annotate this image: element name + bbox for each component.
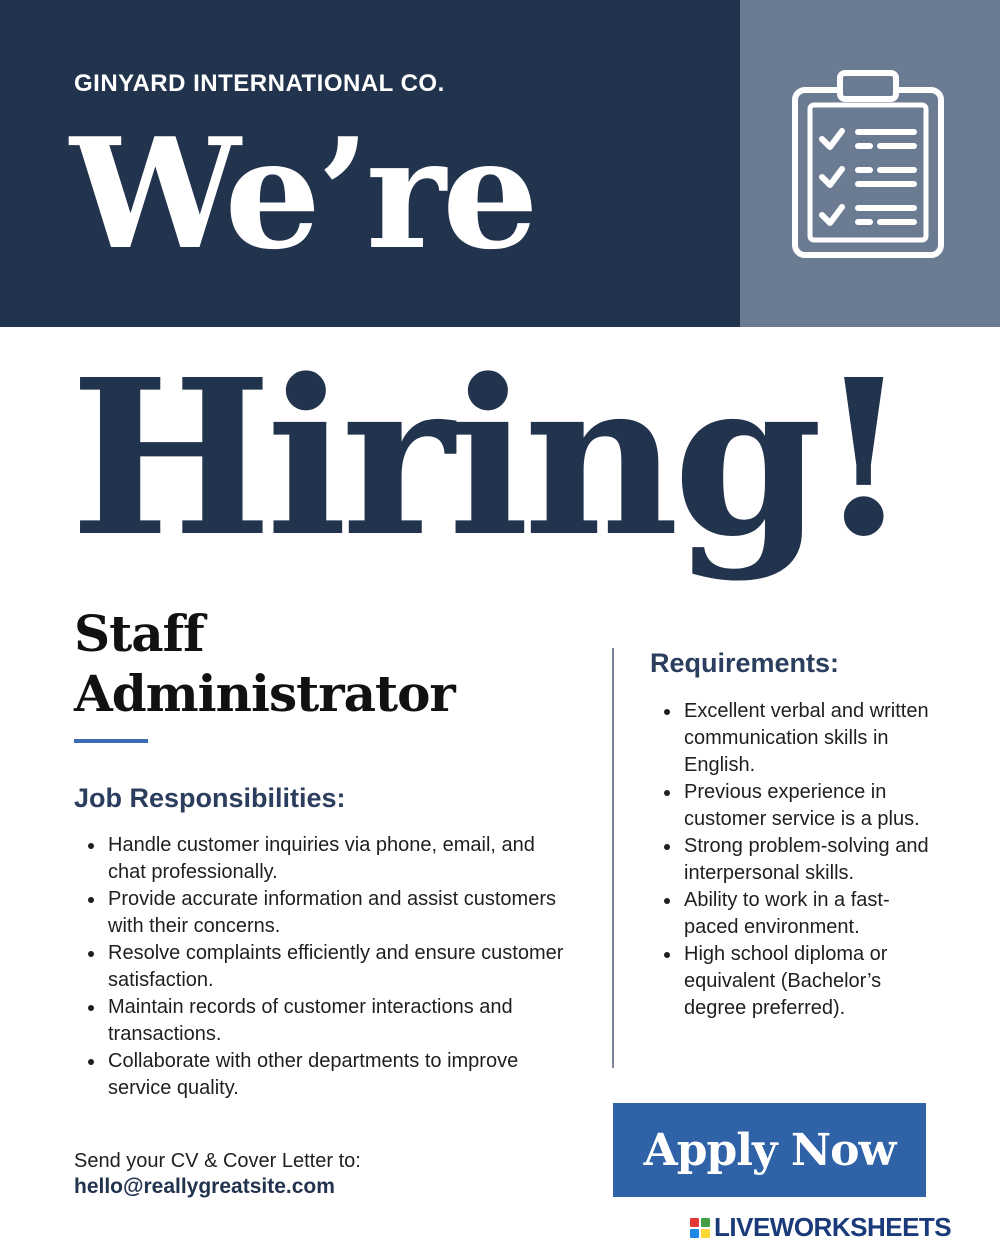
- clipboard-checklist-icon: [790, 68, 946, 260]
- title-underline: [74, 739, 148, 743]
- column-divider: [612, 648, 614, 1068]
- requirement-item: Previous experience in customer service is a plus.: [650, 779, 930, 833]
- responsibility-item: Collaborate with other departments to improve service quality.: [74, 1048, 574, 1102]
- job-title: [74, 604, 455, 724]
- responsibility-item: Resolve complaints efficiently and ensure customer satisfaction.: [74, 940, 574, 994]
- contact-label: Send your CV & Cover Letter to:: [74, 1150, 361, 1172]
- job-title-line-1: Staff: [74, 604, 204, 663]
- responsibility-item: Maintain records of customer interactions and transactions.: [74, 994, 574, 1048]
- responsibilities-heading: Job Responsibilities:: [74, 783, 346, 813]
- requirements-heading: Requirements:: [650, 648, 840, 678]
- headline-hiring: Hiring!: [70, 333, 905, 584]
- watermark-text: LIVEWORKSHEETS: [714, 1212, 952, 1242]
- responsibility-item: Handle customer inquiries via phone, email, and chat professionally.: [74, 832, 574, 886]
- apply-now-button[interactable]: Apply Now: [613, 1103, 926, 1197]
- requirement-item: Strong problem-solving and interpersonal skills.: [650, 833, 930, 887]
- headline-were: We’re: [70, 104, 535, 283]
- job-title-line-2: Administrator: [74, 664, 455, 723]
- requirement-item: Excellent verbal and written communication skills in English.: [650, 698, 930, 779]
- requirement-item: Ability to work in a fast-paced environment.: [650, 887, 930, 941]
- requirement-item: High school diploma or equivalent (Bachelor’s degree preferred).: [650, 941, 930, 1022]
- requirements-list: [650, 698, 930, 1022]
- contact-email[interactable]: hello@reallygreatsite.com: [74, 1175, 335, 1198]
- liveworksheets-watermark: [690, 1212, 951, 1243]
- company-name: GINYARD INTERNATIONAL CO.: [74, 70, 445, 97]
- responsibilities-list: [74, 832, 574, 1102]
- responsibility-item: Provide accurate information and assist customers with their concerns.: [74, 886, 574, 940]
- liveworksheets-logo-icon: [690, 1218, 710, 1238]
